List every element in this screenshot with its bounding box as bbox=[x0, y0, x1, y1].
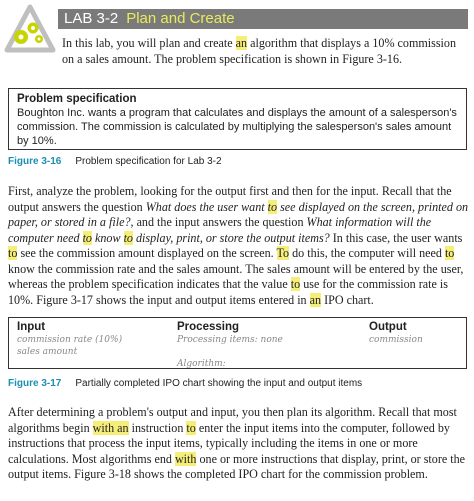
figure-label: Figure 3-16 bbox=[8, 156, 62, 167]
ipo-input-item: commission rate (10%) bbox=[17, 335, 123, 345]
ipo-output-item: commission bbox=[369, 335, 423, 345]
lab-title: Plan and Create bbox=[126, 10, 235, 27]
problem-specification-box bbox=[8, 88, 467, 150]
spec-text: Boughton Inc. wants a program that calculates and displays the amount of a salesperson's commission. The commission is calculated by multiplying the salesperson's sales amount by 10%. bbox=[17, 107, 457, 147]
ipo-input-header: Input bbox=[17, 321, 46, 333]
intro-paragraph: In this lab, you will plan and create an algorithm that displays a 10% commission on a sales amount. The problem specification is shown in Figure 3-16. bbox=[62, 36, 456, 66]
lab-gears-icon bbox=[4, 4, 56, 54]
ipo-processing-column bbox=[177, 321, 283, 370]
ipo-output-header: Output bbox=[369, 321, 407, 333]
ipo-output-column bbox=[369, 321, 423, 346]
ipo-input-column bbox=[17, 321, 122, 358]
figure-3-17-caption bbox=[8, 377, 362, 390]
ipo-input-item: sales amount bbox=[17, 347, 78, 357]
caption-text: Problem specification for Lab 3-2 bbox=[75, 156, 222, 167]
ipo-algorithm-label: Algorithm: bbox=[177, 359, 226, 369]
ipo-processing-header: Processing bbox=[177, 321, 239, 333]
spec-title: Problem specification bbox=[17, 93, 137, 105]
analysis-paragraph: First, analyze the problem, looking for the output first and then for the input. Recall that the output answers the question What does the user want to see displayed on the screen, printed on paper, or stored in a file?, and the input answers the question What information will the computer need to know to display, print, or store the output items? In this case, the user wants to see the commission amount displayed on the screen. To do this, the computer will need to know the commission rate and the sales amount. The sales amount will be entered by the user, whereas the problem specification indicates that the value to use for the commission rate is 10%. Figure 3-17 shows the input and output items entered in an IPO chart. bbox=[8, 184, 469, 307]
ipo-chart bbox=[8, 317, 467, 369]
lab-number: LAB 3-2 bbox=[64, 10, 119, 27]
figure-label: Figure 3-17 bbox=[8, 378, 62, 389]
lab-header bbox=[58, 9, 468, 29]
algorithm-paragraph: After determining a problem's output and input, you then plan its algorithm. Recall that most algorithms begin with an instruction to enter the input items into the computer, followed by instructions that process the input items, typically including the items in one or more calculations. Most algorithms end with one or more instructions that display, print, or store the output items. Figure 3-18 shows the completed IPO chart for the commission problem. bbox=[8, 405, 466, 481]
figure-3-16-caption bbox=[8, 155, 222, 168]
caption-text: Partially completed IPO chart showing the input and output items bbox=[75, 378, 363, 389]
ipo-processing-items: Processing items: none bbox=[177, 335, 283, 345]
